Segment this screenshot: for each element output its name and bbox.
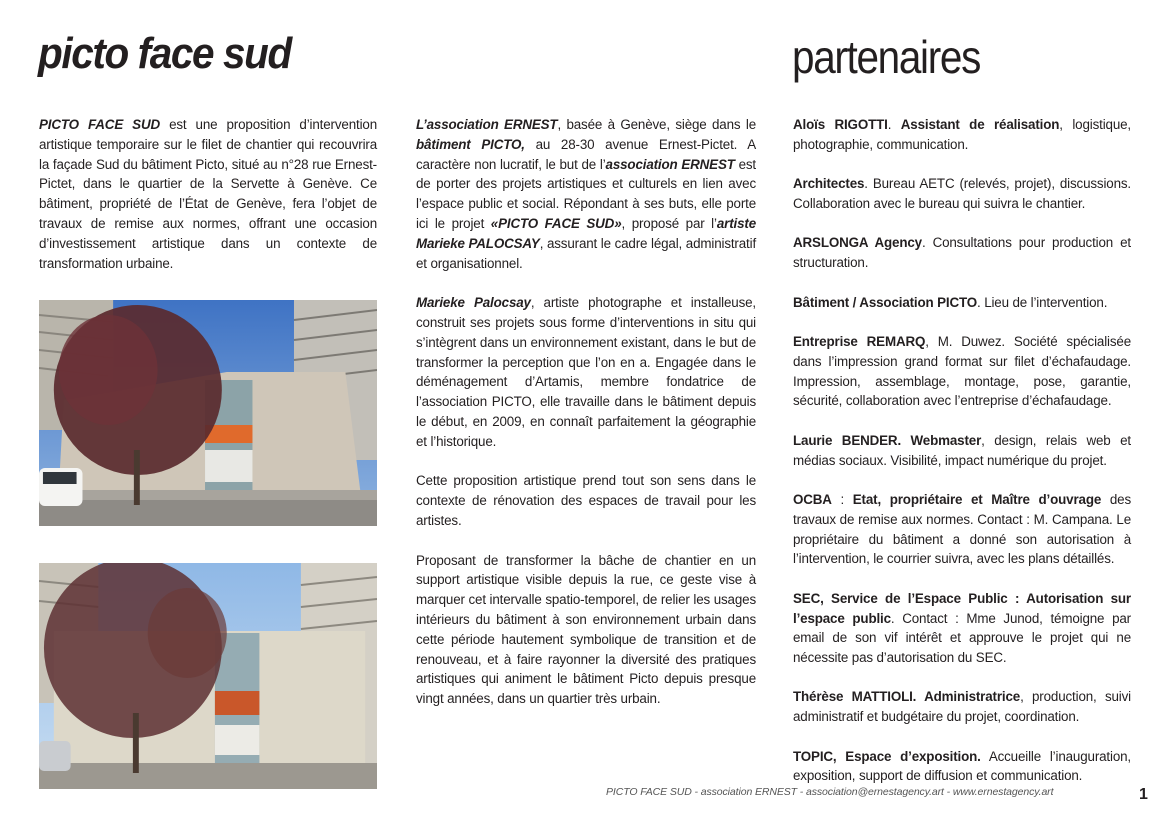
building-photo-2 (39, 563, 377, 789)
footer-credits: PICTO FACE SUD - association ERNEST - association@ernestagency.art - www.ernestagency.art (606, 786, 1054, 798)
partner-item: Thérèse MATTIOLI. Administratrice, production, suivi administratif et budgétaire du projet, coordination. (793, 689, 1132, 725)
partner-item: Bâtiment / Association PICTO. Lieu de l’intervention. (793, 294, 1108, 310)
artist-paragraph: Marieke Palocsay, artiste photographe et installeuse, construit ses projets sous forme d’interventions in situ qui s’intègrent dans un environnement existant, dans le but de transformer la perception que l’on en a. Engagée dans le déménagement d’Artamis, membre fondatrice de l’association PICTO, elle travaille dans le bâtiment depuis le début, en 2009, en connaît parfaitement la géographie et l’historique. (416, 295, 757, 449)
partner-item: Aloïs RIGOTTI. Assistant de réalisation, logistique, photographie, communication. (793, 117, 1131, 152)
intro-column (39, 115, 377, 273)
intro-paragraph (39, 115, 377, 273)
intro-text: est une proposition d’intervention artistique temporaire sur le filet de chantier qui recouvrira la façade Sud du bâtiment Picto, situé au n°28 rue Ernest-Pictet, dans le quartier de la Servette à Genève. Ce bâtiment, propriété de l’État de Genève, fera l’objet de travaux de remise aux normes, offrant une occasion d’investissement artistique dans un contexte de transformation urbaine. (39, 117, 377, 271)
building-photo-1-image (39, 300, 377, 526)
partners-list (793, 115, 1131, 786)
partner-item: TOPIC, Espace d’exposition. Accueille l’inauguration, exposition, support de diffusion et communication. (793, 748, 1131, 784)
partner-item: Architectes. Bureau AETC (relevés, projet), discussions. Collaboration avec le bureau qui suivra le chantier. (793, 176, 1131, 211)
partner-item: OCBA : Etat, propriétaire et Maître d’ouvrage des travaux de remise aux normes. Contact : M. Campana. Le propriétaire du bâtiment a donné son autorisation à l’intervention, le courrier suivra, avec les plans détaillés. (793, 491, 1131, 567)
project-name: PICTO FACE SUD (39, 117, 160, 132)
building-photo-2-image (39, 563, 377, 789)
partner-item: ARSLONGA Agency. Consultations pour production et structuration. (793, 235, 1131, 271)
partner-item: Entreprise REMARQ, M. Duwez. Société spécialisée dans l’impression grand format sur filet d’échafaudage. Impression, assemblage, montage, pose, garantie, sécurité, collaboration avec l’entreprise d’échafaudage. (793, 333, 1132, 409)
page-number: 1 (1139, 786, 1148, 803)
proposal-paragraph: Proposant de transformer la bâche de chantier en un support artistique visible depuis la rue, ce geste vise à marquer cet intervalle spatio-temporel, de relier les usages intérieurs du bâtiment à son environnement urbain dans cette période hautement symbolique de transition et de renouveau, et à faire rayonner la diversité des pratiques artistiques qui animent le bâtiment Picto depuis presque vingt années, dans un quartier très urbain. (416, 552, 756, 707)
context-paragraph: Cette proposition artistique prend tout son sens dans le contexte de rénovation des espaces de travail pour les artistes. (416, 473, 756, 528)
association-paragraph: L’association ERNEST, basée à Genève, siège dans le bâtiment PICTO, au 28-30 avenue Ernest-Pictet. A caractère non lucratif, le but de l’association ERNEST est de porter des projets artistiques et culturels en lien avec l’espace public et social. Répondant à ses buts, elle porte ici le projet «PICTO FACE SUD», proposé par l’artiste Marieke PALOCSAY, assurant le cadre légal, administratif et organisationnel. (416, 117, 757, 271)
building-photo-1 (39, 300, 377, 526)
page-title: picto face sud (38, 29, 291, 78)
partners-title: partenaires (792, 31, 981, 83)
partner-item: SEC, Service de l’Espace Public : Autorisation sur l’espace public. Contact : Mme Junod, témoigne par email de son vif intérêt et approuve le projet qui ne nécessite pas d’autorisation du SEC. (793, 590, 1131, 666)
partner-item: Laurie BENDER. Webmaster, design, relais web et médias sociaux. Visibilité, impact numérique du projet. (793, 432, 1131, 468)
association-column (416, 115, 756, 709)
